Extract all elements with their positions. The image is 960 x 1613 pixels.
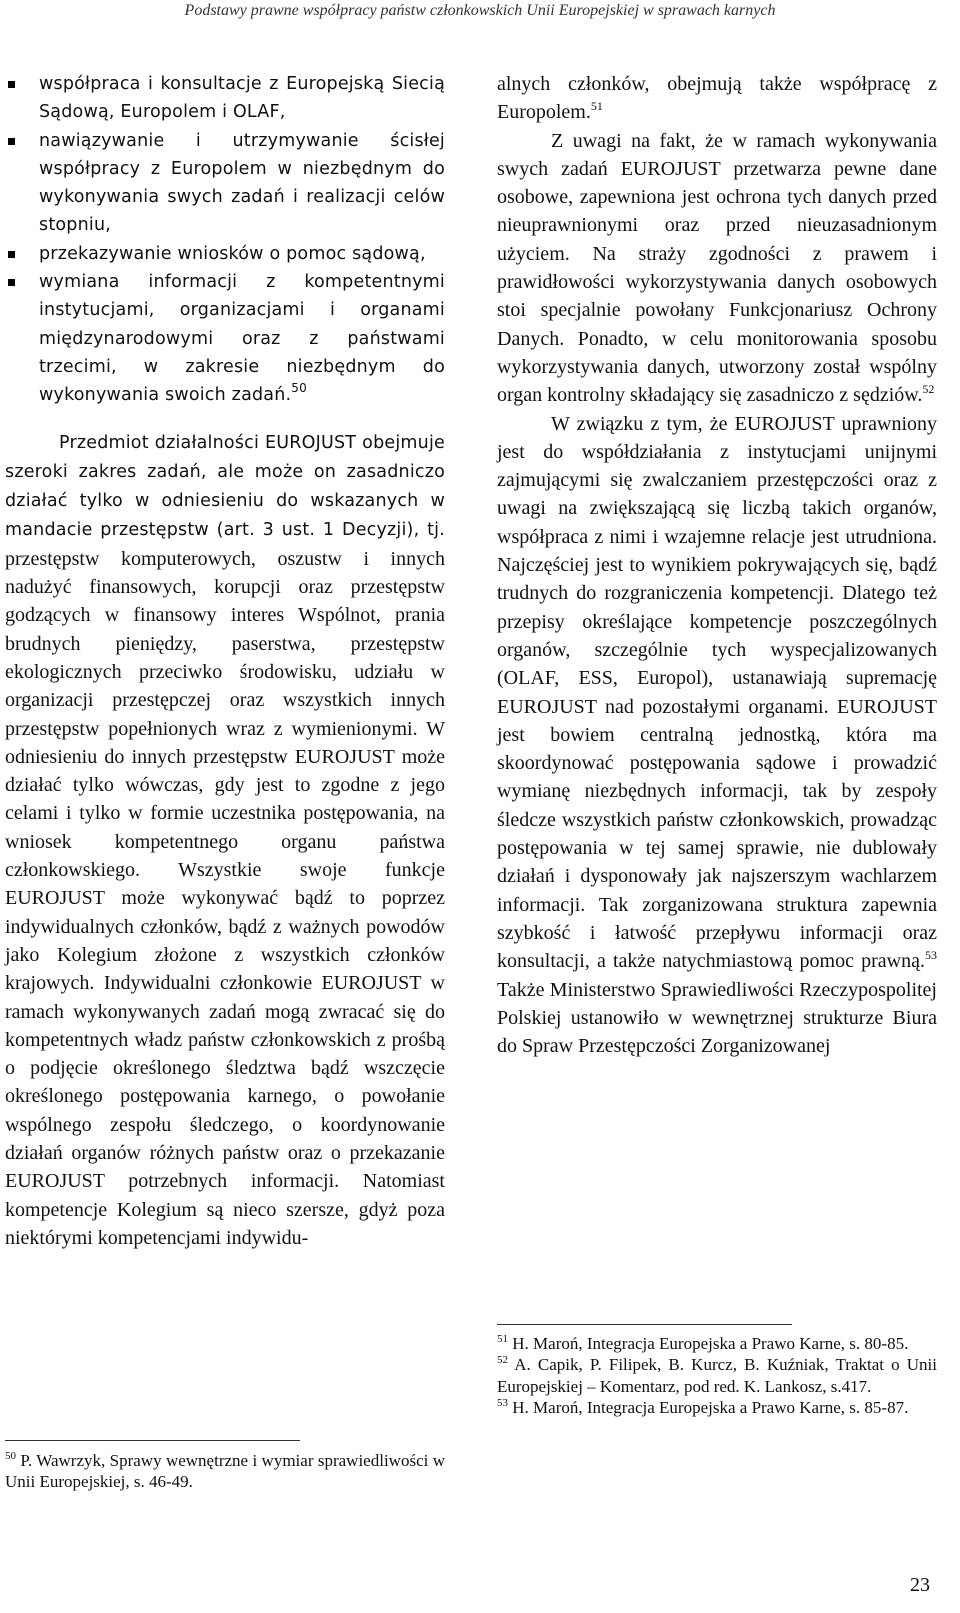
body-paragraph: Z uwagi na fakt, że w ramach wykonywania swych zadań EUROJUST przetwarza pewne dane osobowe, zapewniona jest ochrona tych danych przed nieuprawnionymi oraz przed nieuzasadnionym użyciem. Na straży zgodności z prawem i prawidłowości wykorzystywania danych osobowych stoi specjalnie powołany Funkcjonariusz Ochrony Danych. Ponadto, w celu monitorowania sposobu wykorzystywania danych, utworzony został wspólny organ kontrolny składający się zasadniczo z sędziów.$^{52}$ — [497, 129, 937, 407]
square-bullet-icon — [8, 138, 15, 145]
footnote-divider — [497, 1324, 792, 1325]
footnote-divider — [5, 1440, 300, 1441]
list-item: wymiana informacji z kompetentnymi instytucjami, organizacjami i organami międzynarodowymi oraz z państwami trzecimi, w zakresie niezbędnym do wykonywania swoich zadań.$^{50}$ — [5, 268, 445, 409]
footnotes-right — [497, 1333, 937, 1418]
body-paragraph: Przedmiot działalności EUROJUST obejmuje szeroki zakres zadań, ale może on zasadniczo działać tylko w odniesieniu do wskazanych w mandacie przestępstw (art. 3 ust. 1 Decyzji), tj. przestępstw komputerowych, oszustw i innych nadużyć finansowych, korupcji oraz przestępstw godzących w finansowy interes Wspólnot, prania brudnych pieniędzy, paserstwa, przestępstw ekologicznych przeciwko środowisku, udziału w organizacji przestępczej oraz wszystkich innych przestępstw popełnionych wraz z wymienionymi. W odniesieniu do innych przestępstw EUROJUST może działać tylko wówczas, gdy jest to zgodne z jego celami i tylko w formie uczestnika postępowania, na wniosek kompetentnego organu państwa członkowskiego. Wszystkie swoje funkcje EUROJUST może wykonywać bądź to poprzez indywidualnych członków, bądź z ważnych powodów jako Kolegium złożone z wszystkich członków krajowych. Indywidualni członkowie EUROJUST w ramach wykonywanych zadań mogą zwracać się do kompetentnych władz państw członkowskich z prośbą o podjęcie określonego śledztwa bądź wszczęcie określonego postępowania karnego, o powołanie wspólnego zespołu śledczego, o koordynowanie działań organów różnych państw oraz o przekazanie EUROJUST potrzebnych informacji. Natomiast kompetencje Kolegium są nieco szersze, gdyż poza niektórymi kompetencjami indywidu- — [5, 432, 445, 1249]
list-item: nawiązywanie i utrzymywanie ścisłej współpracy z Europolem w niezbędnym do wykonywania swych zadań i realizacji celów stopniu, — [5, 127, 445, 240]
page-number: 23 — [910, 1574, 930, 1596]
right-column — [497, 70, 937, 1060]
footnote-ref-50[interactable]: 50 — [291, 381, 307, 396]
footnote-50: $^{50}$ P. Wawrzyk, Sprawy wewnętrzne i wymiar sprawiedliwości w Unii Europejskiej, s. 46-49. — [5, 1450, 445, 1491]
square-bullet-icon — [8, 279, 15, 286]
task-bullet-list — [5, 70, 445, 410]
left-column — [5, 70, 445, 1252]
footnote-ref-53[interactable]: 53 — [925, 948, 937, 963]
list-item: współpraca i konsultacje z Europejską Siecią Sądową, Europolem i OLAF, — [5, 70, 445, 127]
footnote-52: $^{52}$ A. Capik, P. Filipek, B. Kurcz, B. Kuźniak, Traktat o Unii Europejskiej – Komentarz, pod red. K. Lankosz, s.417. — [497, 1354, 938, 1396]
footnote-51: $^{51}$ H. Maroń, Integracja Europejska a Prawo Karne, s. 80-85. — [497, 1333, 909, 1353]
body-paragraph: W związku z tym, że EUROJUST uprawniony jest do współdziałania z instytucjami unijnymi zajmującymi się zwalczaniem przestępczości oraz z uwagi na zwiększającą się liczbą takich organów, współpraca z nimi i wzajemne relacje jest utrudniona. Najczęściej jest to wynikiem pokrywających się, bądź trudnych do rozgraniczenia kompetencji. Dlatego też przepisy określające kompetencje poszczególnych organów, szczególnie tych wyspecjalizowanych (OLAF, ESS, Europol), ustanawiają supremację EUROJUST nad pozostałymi organami. EUROJUST jest bowiem centralną jednostką, która ma skoordynować postępowania sądowe i prowadzić wymianę niezbędnych informacji, tak by zespoły śledcze wszystkich państw członkowskich, prowadząc postępowania w tej samej sprawie, nie dublowały działań i dysponowały jak najszerszym wachlarzem informacji. Tak zorganizowana struktura zapewnia szybkość i łatwość przepływu informacji oraz konsultacji, a także natychmiastową pomoc prawną.$^{53}$ Także Ministerstwo Sprawiedliwości Rzeczypospolitej Polskiej ustanowiło w wewnętrznej strukturze Biura do Spraw Przestępczości Zorganizowanej — [497, 412, 937, 1058]
footnote-ref-51[interactable]: 51 — [590, 99, 603, 114]
square-bullet-icon — [8, 81, 15, 88]
square-bullet-icon — [8, 251, 15, 258]
footnotes-left — [5, 1450, 445, 1492]
footnote-ref-52[interactable]: 52 — [922, 382, 935, 397]
list-item: przekazywanie wniosków o pomoc sądową, — [5, 240, 445, 268]
body-paragraph: alnych członków, obejmują także współpracę z Europolem.$^{51}$ — [497, 73, 937, 124]
footnote-53: $^{53}$ H. Maroń, Integracja Europejska a Prawo Karne, s. 85-87. — [497, 1396, 909, 1417]
running-head: Podstawy prawne współpracy państw członkowskich Unii Europejskiej w sprawach karnych — [184, 2, 776, 19]
